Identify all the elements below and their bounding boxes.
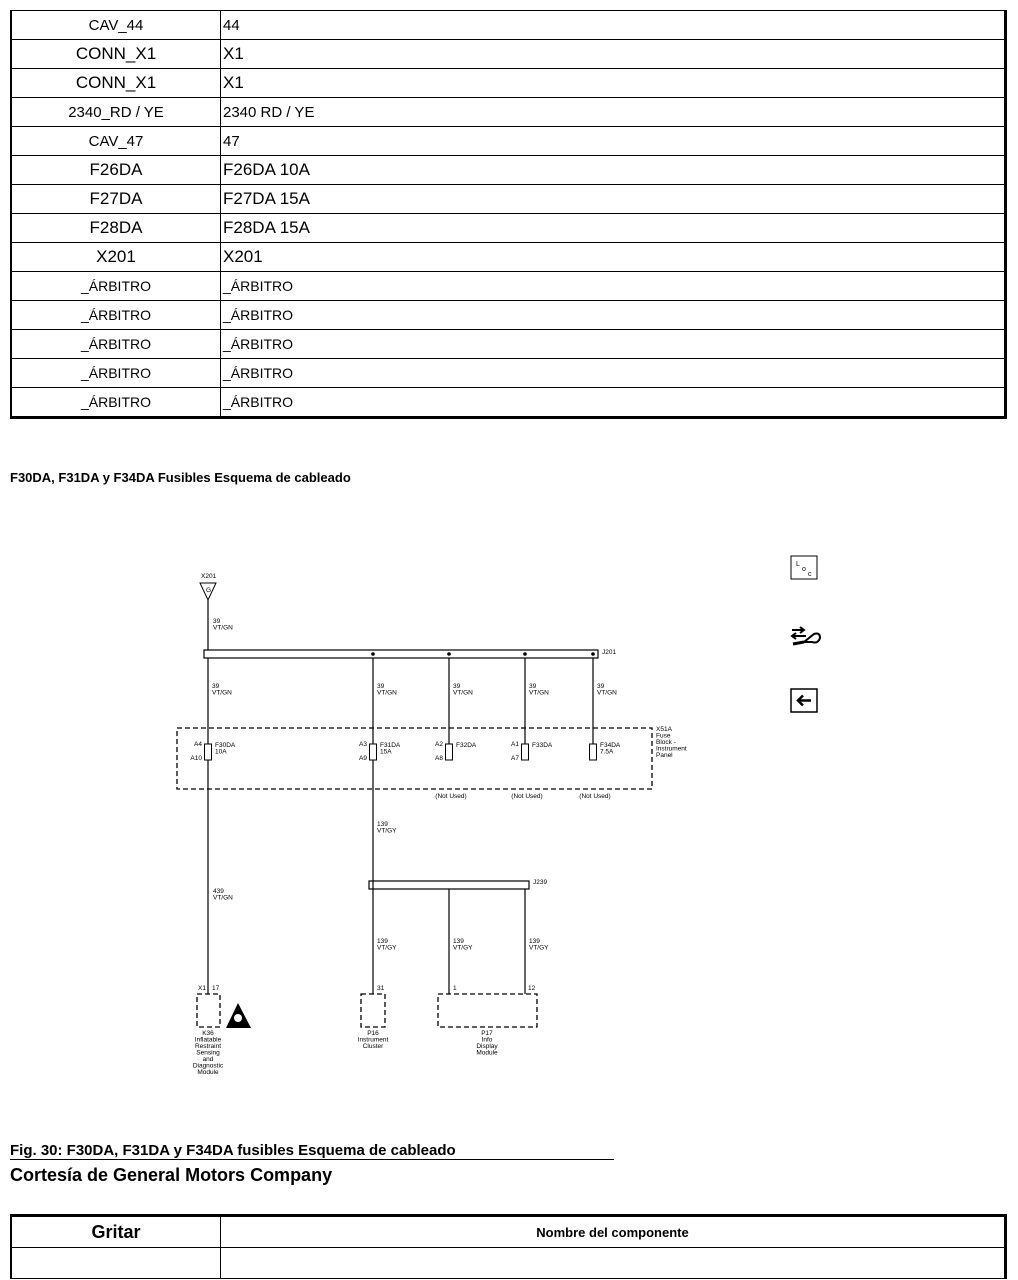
module-p17-label: P17 Info Display Module: [476, 1030, 498, 1057]
fuse-block-label: X51A Fuse Block -Instrument Panel: [656, 726, 687, 759]
wire-label-lower-2: 139 VT/GY: [453, 938, 473, 952]
cell-connector-value: 44: [221, 11, 1006, 40]
cell-connector-value: _ÁRBITRO: [221, 301, 1006, 330]
table-header-row: [11, 1216, 1006, 1248]
cell-connector-value: _ÁRBITRO: [221, 359, 1006, 388]
cell-connector-name: F26DA: [11, 156, 221, 185]
cell-connector-name: CAV_47: [11, 127, 221, 156]
cell-connector-name: 2340_RD / YE: [11, 98, 221, 127]
table-row: [11, 272, 1006, 301]
wiring-diagram: [0, 540, 1018, 1100]
module-p16: [358, 985, 389, 1050]
wire-label-top: 39 VT/GN: [213, 618, 233, 632]
fuse-name: F31DA 15A: [380, 742, 401, 756]
table-row: [11, 156, 1006, 185]
ground-label: X201: [201, 573, 217, 580]
fuse-name: F32DA: [456, 742, 477, 749]
table-row: [11, 98, 1006, 127]
component-table: [10, 1214, 1007, 1279]
table-row: [11, 11, 1006, 40]
header-component-name: Nombre del componente: [221, 1216, 1006, 1248]
module-p16-label: P16 Instrument Cluster: [357, 1030, 389, 1050]
table-row: [11, 301, 1006, 330]
connector-wrench-icon[interactable]: [790, 622, 818, 648]
module-k36-pin: 17: [212, 985, 220, 992]
module-k36: [193, 985, 251, 1076]
table-row: [11, 40, 1006, 69]
cell-connector-value: X1: [221, 69, 1006, 98]
module-p17-pin: 1: [453, 985, 457, 992]
fuse-pin-in: A1: [511, 741, 519, 748]
cell-connector-name: CAV_44: [11, 11, 221, 40]
cell-connector-name: X201: [11, 243, 221, 272]
cell-connector-value: X1: [221, 40, 1006, 69]
fuse-name: F30DA 10A: [215, 742, 236, 756]
wire-label-lower-3: 139 VT/GY: [529, 938, 549, 952]
table-row: [11, 388, 1006, 418]
section-heading: F30DA, F31DA y F34DA Fusibles Esquema de cableado: [10, 470, 351, 485]
module-p16-pin: 31: [377, 985, 385, 992]
ground-symbol: [200, 573, 217, 600]
svg-text:o: o: [802, 566, 806, 573]
svg-text:L: L: [796, 561, 800, 568]
cell-connector-value: F26DA 10A: [221, 156, 1006, 185]
cell-connector-name: _ÁRBITRO: [11, 388, 221, 418]
cell-connector-name: _ÁRBITRO: [11, 330, 221, 359]
cell-connector-name: F27DA: [11, 185, 221, 214]
wire-label-lower-1: 139 VT/GY: [377, 938, 397, 952]
fuse-f33da: [511, 741, 553, 800]
fuse-note: (Not Used): [579, 793, 611, 800]
connector-table: [10, 10, 1007, 419]
module-p17: [438, 985, 537, 1057]
wire-label-upper: 39 VT/GN: [597, 683, 617, 697]
fuse-f34da: [0, 540, 621, 800]
fuse-pin-out: A10: [190, 755, 202, 762]
figure-caption: Fig. 30: F30DA, F31DA y F34DA fusibles Esquema de cableado: [10, 1142, 456, 1159]
cell-connector-name: CONN_X1: [11, 40, 221, 69]
table-row: [11, 243, 1006, 272]
wire-label-upper: 39 VT/GN: [453, 683, 473, 697]
upper-wires: [208, 652, 617, 744]
wire-label-upper: 39 VT/GN: [212, 683, 232, 697]
fuse-pin-out: A7: [511, 755, 519, 762]
fuse-pin-out: A8: [435, 755, 443, 762]
table-row: [11, 214, 1006, 243]
fuse-pin-in: A4: [194, 741, 202, 748]
cell-connector-value: 2340 RD / YE: [221, 98, 1006, 127]
cell-connector-value: X201: [221, 243, 1006, 272]
fuse-f32da: [435, 741, 477, 800]
cell-connector-value: F28DA 15A: [221, 214, 1006, 243]
table-row: [11, 1248, 1006, 1279]
table-row: [11, 330, 1006, 359]
fuse-name: F34DA 7.5A: [600, 742, 621, 756]
wire-label-upper: 39 VT/GN: [529, 683, 549, 697]
wire-label-upper: 39 VT/GN: [377, 683, 397, 697]
cell-connector-name: _ÁRBITRO: [11, 301, 221, 330]
cell-connector-name: _ÁRBITRO: [11, 272, 221, 301]
cell-connector-name: _ÁRBITRO: [11, 359, 221, 388]
fuse-block: [177, 728, 652, 789]
table-row: [11, 127, 1006, 156]
svg-text:c: c: [808, 571, 812, 578]
module-k36-label: K36 Inflatable Restraint Sensing and Diagnostic Module: [192, 1030, 224, 1076]
cell-connector-value: _ÁRBITRO: [221, 388, 1006, 418]
cell-connector-value: _ÁRBITRO: [221, 330, 1006, 359]
caption-rule: [10, 1159, 614, 1160]
cell-connector-value: _ÁRBITRO: [221, 272, 1006, 301]
cell-connector-name: CONN_X1: [11, 69, 221, 98]
fuse-note: (Not Used): [435, 793, 467, 800]
header-gritar: Gritar: [11, 1216, 221, 1248]
esd-warning-icon: [226, 1003, 251, 1028]
splice-j201-label: J201: [602, 649, 617, 656]
module-p17-pin2: 12: [528, 985, 536, 992]
cell-connector-value: 47: [221, 127, 1006, 156]
back-arrow-icon[interactable]: [790, 688, 818, 714]
table-row: [11, 359, 1006, 388]
splice-j239-label: J239: [533, 879, 548, 886]
cell-connector-name: F28DA: [11, 214, 221, 243]
fuse-pin-out: A9: [359, 755, 367, 762]
fuse-pin-in: A3: [359, 741, 367, 748]
table-row: [11, 69, 1006, 98]
fuse-note: (Not Used): [511, 793, 543, 800]
splice-j239: [369, 881, 529, 889]
fuses: [0, 540, 621, 800]
credit-line: Cortesía de General Motors Company: [10, 1165, 333, 1185]
fuse-pin-in: A2: [435, 741, 443, 748]
ground-pin: G: [206, 587, 212, 594]
wire-label-139-upper: 139 VT/GY: [377, 821, 397, 835]
wire-label-439: 439 VT/GN: [213, 888, 233, 902]
location-icon[interactable]: [790, 555, 818, 581]
splice-j201: [204, 650, 598, 658]
cell-connector-value: F27DA 15A: [221, 185, 1006, 214]
fuse-name: F33DA: [532, 742, 553, 749]
table-row: [11, 185, 1006, 214]
module-k36-conn: X1: [198, 985, 206, 992]
